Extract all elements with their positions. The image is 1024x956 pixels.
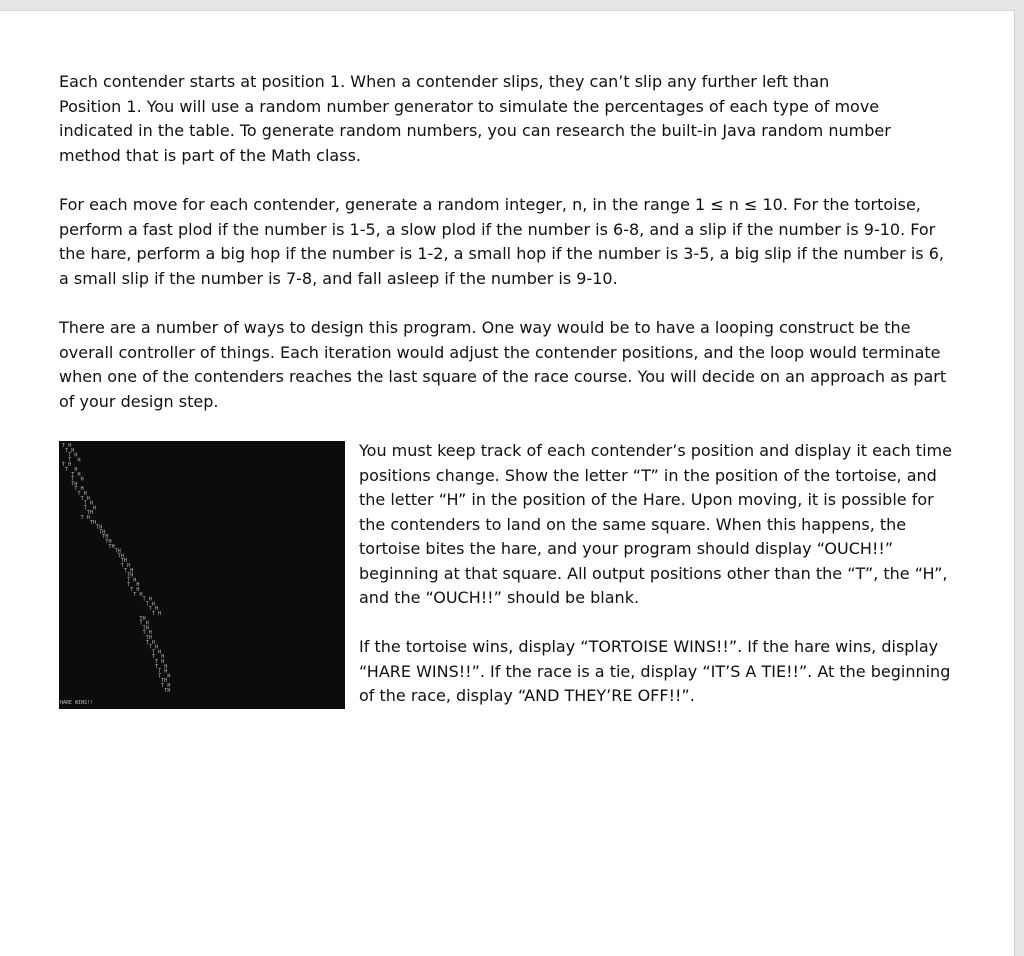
tortoise-marker: T	[139, 620, 143, 627]
hare-marker: H	[74, 481, 78, 488]
text-line: perform a fast plod if the number is 1-5, a slow plod if the number is 6-8, and a slip if the number is 9-10. For	[59, 219, 936, 239]
tortoise-marker: T	[151, 611, 155, 617]
tortoise-marker: T	[145, 601, 149, 608]
tortoise-marker: T	[65, 467, 69, 473]
race-result-text: HARE WINS!!	[60, 700, 94, 706]
tortoise-marker: T	[89, 519, 93, 526]
tortoise-marker: T	[68, 452, 72, 459]
hare-marker: H	[148, 630, 152, 637]
tortoise-marker: T	[74, 486, 78, 493]
text-line: the hare, perform a big hop if the number is 1-2, a small hop if the number is 3-5, a big slip if the number is 6,	[59, 244, 944, 263]
text-line: indicated in the table. To generate random numbers, you can research the built-in Java random number	[59, 121, 891, 140]
tortoise-marker: T	[151, 649, 155, 656]
hare-marker: H	[145, 620, 149, 627]
text-line: Each contender starts at position 1. When a contender slips, they can’t slip any further left than	[59, 72, 830, 91]
tortoise-marker: T	[80, 515, 84, 521]
tortoise-marker: T	[117, 553, 121, 560]
hare-marker: H	[167, 687, 171, 694]
tortoise-marker: T	[83, 500, 87, 507]
hare-marker: H	[136, 582, 140, 589]
text-line: and the “OUCH!!” should be blank.	[359, 588, 640, 607]
text-line: method that is part of the Math class.	[59, 145, 361, 165]
hare-marker: H	[102, 529, 106, 536]
hare-marker: H	[83, 491, 87, 497]
hare-marker: H	[161, 659, 165, 665]
hare-marker: H	[89, 510, 93, 517]
tortoise-marker: T	[142, 630, 146, 637]
tortoise-marker: T	[130, 587, 134, 593]
tortoise-marker: T	[120, 558, 124, 565]
text-line: Position 1. You will use a random number generator to simulate the percentages of each type of move	[59, 96, 880, 116]
tortoise-marker: T	[68, 457, 72, 464]
hare-marker: H	[164, 663, 168, 670]
hare-marker: H	[93, 519, 97, 526]
tortoise-marker: T	[105, 539, 109, 545]
text-line: overall controller of things. Each iteration would adjust the contender positions, and the loop would terminate	[59, 342, 941, 362]
tortoise-marker: T	[114, 548, 118, 555]
race-output-screenshot	[59, 441, 345, 709]
hare-marker: H	[86, 515, 90, 521]
race-output-canvas	[59, 441, 345, 709]
paragraph-move-rules	[59, 193, 969, 291]
tortoise-marker: T	[148, 606, 152, 613]
tortoise-marker: T	[145, 639, 149, 646]
text-line: tortoise bites the hare, and your program should display “OUCH!!”	[359, 539, 894, 558]
hare-marker: H	[77, 471, 81, 478]
text-line: For each move for each contender, generate a random integer, n, in the range 1 ≤ n ≤ 10. For the tortoise,	[59, 195, 921, 214]
hare-marker: H	[68, 462, 72, 469]
hare-marker: H	[89, 500, 93, 507]
tortoise-marker: T	[148, 644, 152, 651]
paragraph-program-design	[59, 316, 969, 414]
hare-marker: H	[86, 495, 90, 502]
hare-marker: H	[111, 543, 115, 550]
hare-marker: H	[167, 673, 171, 680]
text-line: the contenders to land on the same square. When this happens, the	[359, 514, 907, 534]
hare-marker: H	[74, 452, 78, 459]
hare-marker: H	[133, 577, 137, 584]
paragraph-display-positions	[359, 439, 979, 611]
tortoise-marker: T	[62, 462, 66, 469]
text-line: the letter “H” in the position of the Hare. Upon moving, it is possible for	[359, 490, 934, 509]
hare-marker: H	[108, 539, 112, 545]
paragraph-win-messages	[359, 635, 979, 709]
text-line: a small slip if the number is 7-8, and fall asleep if the number is 9-10.	[59, 268, 618, 288]
hare-marker: H	[80, 476, 84, 483]
tortoise-marker: T	[96, 524, 100, 531]
hare-marker: H	[80, 486, 84, 493]
tortoise-marker: T	[102, 534, 106, 541]
text-line: of the race, display “AND THEY’RE OFF!!”.	[359, 686, 695, 705]
hare-marker: H	[167, 683, 171, 689]
tortoise-marker: T	[62, 443, 66, 449]
hare-marker: H	[139, 591, 143, 598]
tortoise-marker: T	[127, 572, 131, 579]
hare-marker: H	[148, 596, 152, 603]
hare-marker: H	[155, 606, 159, 613]
text-line: “HARE WINS!!”. If the race is a tie, display “IT’S A TIE!!”. At the beginning	[359, 661, 951, 681]
tortoise-marker: T	[145, 635, 149, 641]
tortoise-marker: T	[127, 577, 131, 584]
hare-marker: H	[158, 611, 162, 617]
hare-marker: H	[117, 548, 121, 555]
tortoise-marker: T	[120, 563, 124, 569]
tortoise-marker: T	[151, 654, 155, 661]
hare-marker: H	[93, 505, 97, 512]
tortoise-marker: T	[133, 591, 137, 598]
hare-marker: H	[99, 524, 103, 531]
tortoise-marker: T	[155, 663, 159, 670]
tortoise-marker: T	[158, 673, 162, 680]
tortoise-marker: T	[86, 510, 90, 517]
hare-marker: H	[145, 625, 149, 632]
tortoise-marker: T	[77, 491, 81, 497]
text-line: You must keep track of each contender’s position and display it each time	[359, 441, 952, 460]
tortoise-marker: T	[142, 596, 146, 603]
tortoise-marker: T	[127, 582, 131, 589]
tortoise-marker: T	[71, 476, 75, 483]
tortoise-marker: T	[108, 543, 112, 550]
hare-marker: H	[142, 615, 146, 622]
tortoise-marker: T	[158, 668, 162, 675]
text-line: If the tortoise wins, display “TORTOISE WINS!!”. If the hare wins, display	[359, 637, 939, 656]
tortoise-marker: T	[139, 615, 143, 622]
text-line: when one of the contenders reaches the last square of the race course. You will decide on an approach as part	[59, 367, 947, 386]
tortoise-marker: T	[161, 683, 165, 689]
hare-marker: H	[161, 654, 165, 661]
tortoise-marker: T	[71, 481, 75, 488]
tortoise-marker: T	[80, 495, 84, 502]
hare-marker: H	[71, 447, 75, 454]
tortoise-marker: T	[83, 505, 87, 512]
hare-marker: H	[127, 563, 131, 569]
hare-marker: H	[148, 635, 152, 641]
tortoise-marker: T	[71, 471, 75, 478]
tortoise-marker: T	[161, 678, 165, 685]
tortoise-marker: T	[155, 659, 159, 665]
text-line: of your design step.	[59, 391, 219, 411]
tortoise-marker: T	[142, 625, 146, 632]
tortoise-marker: T	[99, 529, 103, 536]
hare-marker: H	[120, 553, 124, 560]
paragraph-starting-position	[59, 70, 969, 168]
hare-marker: H	[77, 457, 81, 464]
hare-marker: H	[151, 639, 155, 646]
hare-marker: H	[130, 567, 134, 574]
text-line: beginning at that square. All output positions other than the “T”, the “H”,	[359, 563, 948, 583]
text-line: There are a number of ways to design this program. One way would be to have a looping construct be the	[59, 318, 911, 337]
hare-marker: H	[68, 443, 72, 449]
hare-marker: H	[151, 601, 155, 608]
text-line: positions change. Show the letter “T” in the position of the tortoise, and	[359, 465, 937, 485]
hare-marker: H	[155, 644, 159, 651]
document-page	[0, 10, 1015, 956]
tortoise-marker: T	[65, 447, 69, 454]
hare-marker: H	[158, 649, 162, 656]
hare-marker: H	[130, 572, 134, 579]
hare-marker: H	[164, 678, 168, 685]
hare-marker: H	[74, 467, 78, 473]
hare-marker: H	[105, 534, 109, 541]
tortoise-marker: T	[124, 567, 128, 574]
hare-marker: H	[164, 668, 168, 675]
hare-marker: H	[124, 558, 128, 565]
hare-marker: H	[136, 587, 140, 593]
tortoise-marker: T	[164, 687, 168, 694]
